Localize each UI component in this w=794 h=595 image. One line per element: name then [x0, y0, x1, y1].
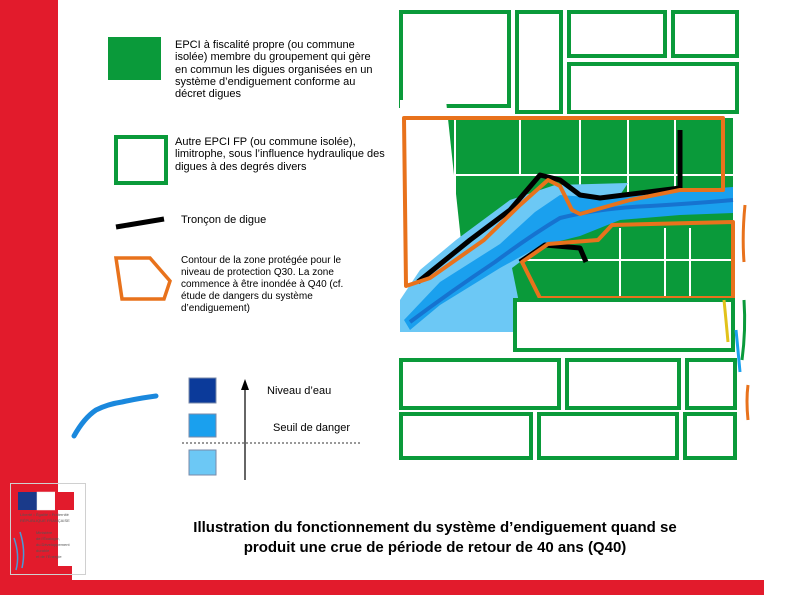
legend-swatch-digue	[116, 219, 164, 227]
parcel-bottom-6	[685, 414, 735, 458]
caption-line-1: Illustration du fonctionnement du système d’endiguement quand se	[193, 519, 677, 536]
logo-republic-name: RÉPUBLIQUE FRANÇAISE	[20, 518, 70, 523]
logo-republic-motto: Liberté • Égalité • Fraternité	[20, 512, 69, 517]
legend-epci-autre-text: Autre EPCI FP (ou commune isolée), limitrophe, sous l’influence hydraulique des digues à des degrés divers	[175, 136, 385, 173]
logo-ministry-5: et de l’Énergie	[36, 554, 62, 559]
legend-swatch-epci-propre	[108, 37, 161, 80]
legend-seuil-danger-text: Seuil de danger	[273, 422, 351, 434]
logo-ministry-2: de l’Écologie,	[36, 536, 60, 541]
parcel-top-4	[673, 12, 737, 56]
legend-contour-text: Contour de la zone protégée pour le niveau de protection Q30. La zone commence à être inondée à Q40 (cf. étude de dangers du système d’endiguement)	[181, 255, 344, 314]
deco-stroke-orange-1	[743, 205, 745, 262]
logo-ministry-3: du Développement	[36, 542, 70, 547]
parcel-bottom-3	[687, 360, 735, 408]
level-arrow-head	[241, 379, 249, 390]
ministry-logo	[10, 483, 86, 575]
legend-epci-propre-text: EPCI à fiscalité propre (ou commune isolée) membre du groupement qui gère en commun les digues organisées en un système d’endiguement conforme au décret digues	[175, 39, 373, 101]
deco-stroke-green	[742, 300, 745, 360]
parcel-bottom-4	[401, 414, 531, 458]
parcel-top-2	[517, 12, 561, 112]
parcel-bottom-5	[539, 414, 677, 458]
parcel-top-3	[569, 12, 665, 56]
legend-niveau-eau-text: Niveau d’eau	[267, 385, 332, 397]
parcel-bottom-1	[401, 360, 559, 408]
legend-swatch-water-dark	[189, 378, 216, 403]
parcel-top-5	[569, 64, 737, 112]
parcel-bottom-2	[567, 360, 679, 408]
legend-swatch-contour	[116, 258, 170, 299]
legend-swatch-water-light	[189, 450, 216, 475]
legend-swatch-epci-autre	[116, 137, 166, 183]
legend-swatch-water-mid	[189, 414, 216, 437]
logo-ministry-1: Ministère	[36, 530, 53, 535]
parcel-top-1	[401, 12, 509, 106]
figure-caption	[130, 518, 740, 558]
caption-line-2: produit une crue de période de retour de 40 ans (Q40)	[243, 539, 627, 556]
logo-ministry-4: durable	[36, 548, 50, 553]
parcel-top-6	[453, 112, 513, 116]
legend-troncon-text: Tronçon de digue	[181, 214, 267, 226]
deco-stroke-orange-2	[747, 385, 748, 420]
legend-river-stroke	[74, 396, 156, 436]
parcel-mid-right	[515, 300, 733, 350]
